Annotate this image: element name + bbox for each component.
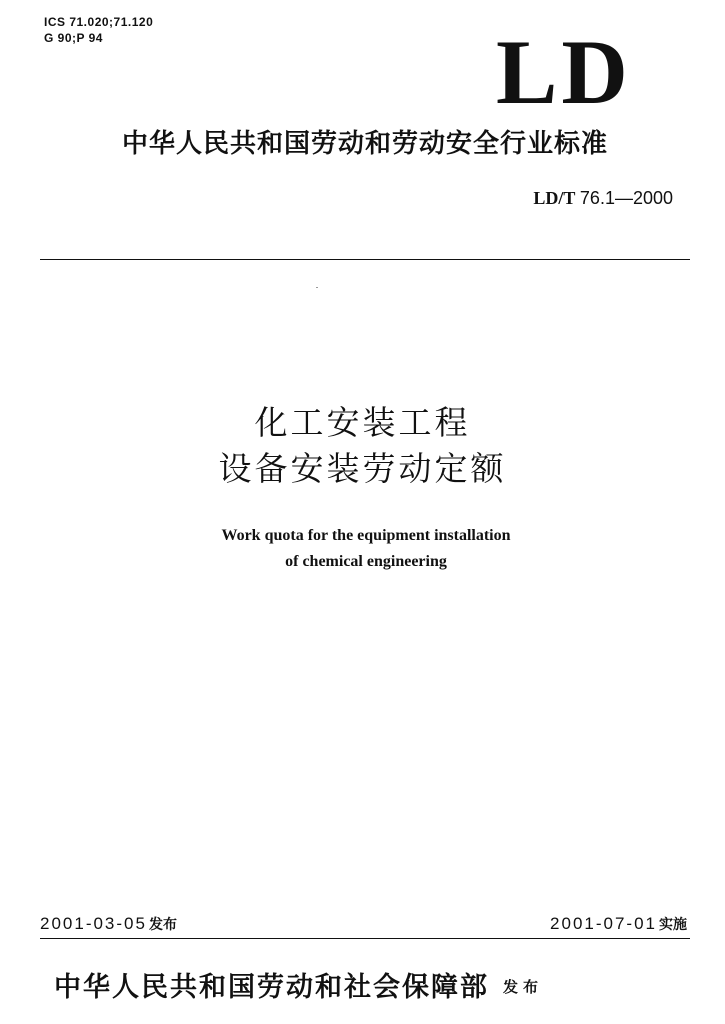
header-divider <box>40 259 690 260</box>
title-en-line-1: Work quota for the equipment installation <box>221 527 511 544</box>
ld-logo: LD <box>496 21 632 123</box>
clc-code: G 90;P 94 <box>44 31 103 45</box>
publisher <box>54 967 543 1008</box>
title-zh-line-2: 设备安装劳动定额 <box>218 449 507 488</box>
standard-code-number: 76.1—2000 <box>579 188 673 208</box>
ics-code: ICS 71.020;71.120 <box>44 15 154 29</box>
standard-code-prefix: LD/T <box>533 188 576 208</box>
issue-date-value: 2001-03-05 <box>40 914 147 933</box>
footer-divider <box>40 938 690 939</box>
document-title-zh <box>0 400 725 492</box>
implementation-date <box>550 913 687 936</box>
publisher-action: 发布 <box>503 978 544 996</box>
scan-speck <box>316 287 318 288</box>
title-zh-line-1: 化工安装工程 <box>254 403 471 442</box>
standard-code <box>533 186 673 210</box>
publisher-name: 中华人民共和国劳动和社会保障部 <box>54 972 489 1003</box>
standard-category-title: 中华人民共和国劳动和劳动安全行业标准 <box>121 129 608 159</box>
title-en-line-2: of chemical engineering <box>285 553 447 570</box>
issue-date-label: 发布 <box>148 917 177 933</box>
implementation-date-label: 实施 <box>659 917 687 933</box>
issue-date <box>40 913 177 936</box>
implementation-date-value: 2001-07-01 <box>550 914 657 933</box>
classification-codes <box>44 14 153 46</box>
document-title-en <box>0 523 725 575</box>
